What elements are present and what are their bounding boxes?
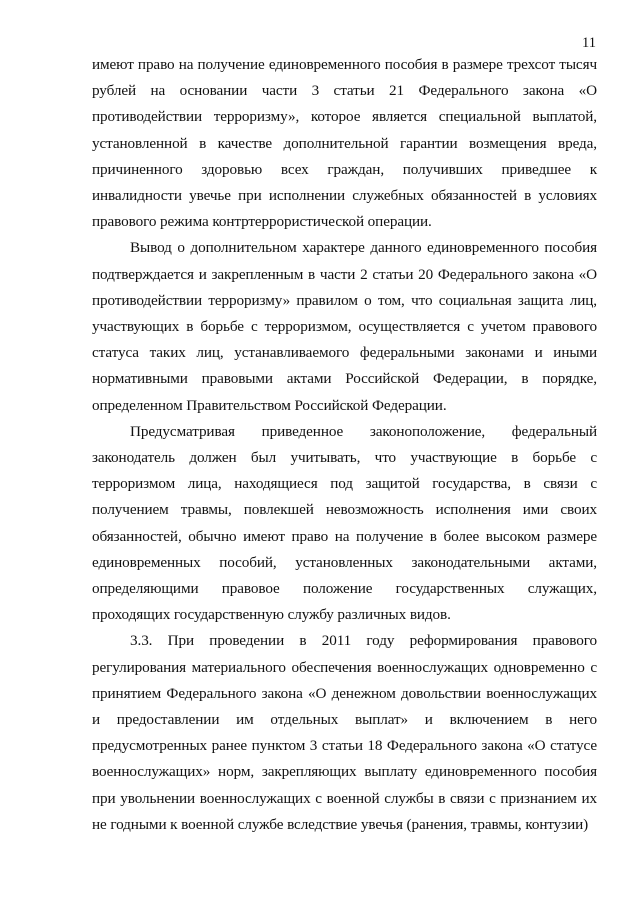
page-number: 11 (582, 35, 596, 51)
paragraph-3: Предусматривая приведенное законоположение, федеральный законодатель должен был учитывать, что участвующие в борьбе с терроризмом лица, находящиеся под защитой государства, в связи с получением травмы, повлекшей невозможность исполнения ими своих обязанностей, обычно имеют право на получение в более высоком размере единовременных пособий, установленных законодательными актами, определяющими правовое положение государственных служащих, проходящих государственную службу различных видов. (92, 422, 597, 624)
document-body (92, 52, 597, 838)
paragraph-2: Вывод о дополнительном характере данного единовременного пособия подтверждается и закрепленным в части 2 статьи 20 Федерального закона «О противодействии терроризму» правилом о том, что социальная защита лиц, участвующих в борьбе с терроризмом, осуществляется с учетом правового статуса таких лиц, устанавливаемого федеральными законами и иными нормативными правовыми актами Российской Федерации, в порядке, определенном Правительством Российской Федерации. (92, 239, 597, 414)
paragraph-1: имеют право на получение единовременного пособия в размере трехсот тысяч рублей на основании части 3 статьи 21 Федерального закона «О противодействии терроризму», которое является специальной выплатой, установленной в качестве дополнительной гарантии возмещения вреда, причиненного здоровью всех граждан, получивших приведшее к инвалидности увечье при исполнении служебных обязанностей в условиях правового режима контртеррористической операции. (92, 56, 597, 231)
paragraph-4: 3.3. При проведении в 2011 году реформирования правового регулирования материального обеспечения военнослужащих одновременно с принятием Федерального закона «О денежном довольствии военнослужащих и предоставлении им отдельных выплат» и включением в него предусмотренных ранее пунктом 3 статьи 18 Федерального закона «О статусе военнослужащих» норм, закрепляющих выплату единовременного пособия при увольнении военнослужащих с военной службы в связи с признанием их не годными к военной службе вследствие увечья (ранения, травмы, контузии) (92, 632, 597, 833)
